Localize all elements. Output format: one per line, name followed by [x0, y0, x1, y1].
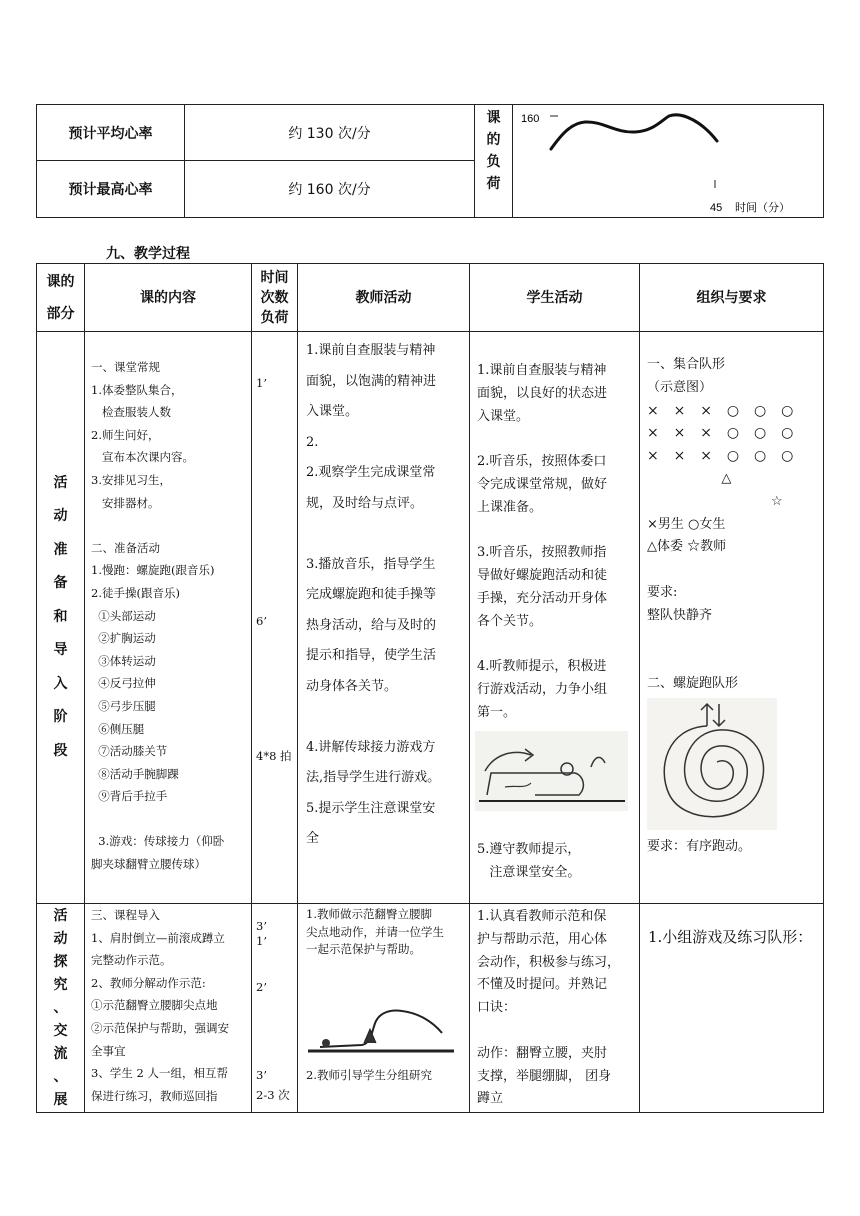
header-student: 学生活动: [470, 264, 640, 332]
x-tick-45: 45: [710, 202, 723, 214]
max-hr-value: 约 160 次/分: [185, 161, 475, 218]
gymnast-sketch: [306, 999, 456, 1057]
time-4: 3’: [256, 919, 267, 933]
header-content: 课的内容: [85, 264, 252, 332]
org-explore: 1.小组游戏及练习队形：: [640, 904, 824, 1113]
time-7: 3’: [256, 1068, 267, 1082]
part-prep: 活 动 准 备 和 导 入 阶 段: [37, 332, 85, 904]
student-explore: 1.认真看教师示范和保 护与帮助示范，用心体 会动作，积极参与练习， 不懂及时提问。并熟记 口诀： 动作：翻臀立腰，夹肘 支撑，举腿绷脚， 团身 蹲立: [470, 904, 640, 1113]
relay-game-sketch: [475, 731, 628, 811]
x-axis-label: 时间（分）: [735, 202, 790, 214]
time-6: 2’: [256, 980, 267, 994]
heart-rate-chart: [513, 105, 824, 218]
header-part: 课的 部分: [37, 264, 85, 332]
content-explore: 三、课程导入 1、肩肘倒立—前滚成蹲立 完整动作示范。 2、教师分解动作示范: ①示范翻臀立腰脚尖点地 ②示范保护与帮助，强调安 全事宜 3、学生 2 人一组，相互帮 保进行练习，教师巡回指: [85, 904, 252, 1113]
time-2: 6’: [256, 614, 267, 628]
load-table: [36, 104, 824, 218]
teacher-prep: 1.课前自查服装与精神 面貌，以饱满的精神进 入课堂。 2. 2.观察学生完成课堂常 规，及时给与点评。 3.播放音乐，指导学生 完成螺旋跑和徒手操等 热身活动，给与及时的 提示和指导，使学生活 动身体各关节。 4.讲解传球接力游戏方 法,指导学生进行游戏。 5.提示学生注意课堂安 全: [298, 332, 470, 904]
avg-hr-label: 预计平均心率: [37, 105, 185, 161]
formation-row-3: × × × ○ ○ ○: [647, 448, 796, 465]
section-title: 九、教学过程: [106, 246, 190, 262]
formation-row-1: × × × ○ ○ ○: [647, 402, 796, 419]
org-prep: 一、集合队形 （示意图） × × × ○ ○ ○ × × × ○ ○ ○ × × × ○ ○ ○ △ ☆ ×男生 ○女生 △体委 ☆教师 要求: 整队快静齐 二、螺旋跑队形 要求：有序跑动。: [640, 332, 824, 904]
header-time: 时间 次数 负荷: [252, 264, 298, 332]
spiral-run-diagram: [647, 698, 777, 830]
time-prep: [252, 332, 298, 933]
formation-row-2: × × × ○ ○ ○: [647, 425, 796, 442]
header-teacher: 教师活动: [298, 264, 470, 332]
load-side-label: 课 的 负 荷: [475, 105, 513, 218]
content-prep: 一、课堂常规 1.体委整队集合， 检查服装人数 2.师生问好， 宣布本次课内容。 3.安排见习生， 安排器材。 二、准备活动 1.慢跑：螺旋跑(跟音乐) 2.徒手操(跟音乐) ①头部运动 ②扩胸运动 ③体转运动 ④反弓拉伸 ⑤弓步压腿 ⑥侧压腿 ⑦活动膝关节 ⑧活动手腕脚踝 ⑨背后手拉手 3.游戏：传球接力（仰卧 脚夹球翻臂立腰传球）: [85, 332, 252, 904]
part-explore: 活 动 探 究 、 交 流 、 展: [37, 904, 85, 1113]
teaching-process-table: [36, 263, 824, 1113]
heart-rate-curve: [513, 105, 823, 217]
header-org: 组织与要求: [640, 264, 824, 332]
avg-hr-value: 约 130 次/分: [185, 105, 475, 161]
time-8: 2-3 次: [256, 1088, 290, 1102]
time-1: 1’: [256, 376, 267, 390]
y-tick-160: 160: [521, 113, 540, 125]
student-prep: 1.课前自查服装与精神 面貌，以良好的状态进 入课堂。 2.听音乐，按照体委口 令完成课堂常规，做好 上课准备。 3.听音乐，按照教师指 导做好螺旋跑活动和徒 手操，充分活动开身体 各个关节。 4.听教师提示，积极进 行游戏活动，力争小组 第一。 5.遵守教师提示， 注意课堂安全。: [470, 332, 640, 904]
teacher-explore: 1.教师做示范翻臀立腰脚 尖点地动作，并请一位学生 一起示范保护与帮助。 2.教师引导学生分组研究: [298, 904, 470, 1113]
max-hr-label: 预计最高心率: [37, 161, 185, 218]
time-5: 1’: [256, 934, 267, 948]
time-explore: [252, 904, 298, 1113]
time-3: 4*8 拍: [256, 749, 292, 763]
